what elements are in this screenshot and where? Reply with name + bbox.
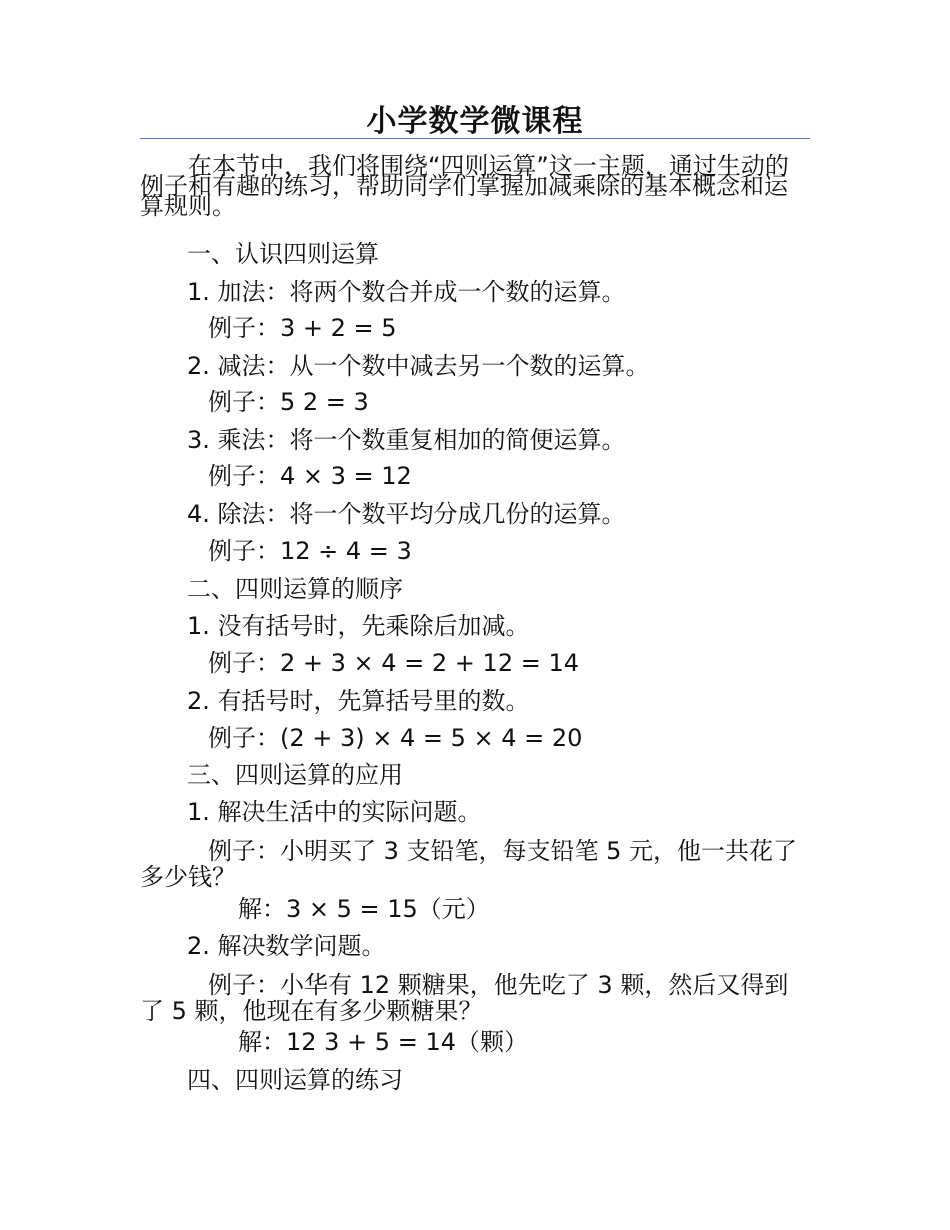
section-heading-1: 一、认识四则运算 (187, 240, 379, 268)
list-item: 1. 没有括号时，先乘除后加减。 (187, 612, 530, 640)
list-item: 2. 解决数学问题。 (187, 932, 386, 960)
title-underline (140, 138, 810, 139)
solution-line: 解：12 3 + 5 = 14（颗） (238, 1028, 528, 1056)
example-line: 例子：4 × 3 = 12 (208, 462, 412, 490)
list-item: 4. 除法：将一个数平均分成几份的运算。 (187, 500, 626, 528)
example-line: 例子：(2 + 3) × 4 = 5 × 4 = 20 (208, 724, 583, 752)
example-line: 例子：3 + 2 = 5 (208, 314, 397, 342)
list-item: 3. 乘法：将一个数重复相加的简便运算。 (187, 426, 626, 454)
section-heading-3: 三、四则运算的应用 (187, 761, 403, 789)
list-item: 2. 有括号时，先算括号里的数。 (187, 687, 530, 715)
page-title: 小学数学微课程 (366, 104, 584, 139)
section-heading-2: 二、四则运算的顺序 (187, 575, 403, 603)
example-line: 例子：5 2 = 3 (208, 388, 369, 416)
example-paragraph: 例子：小华有 12 颗糖果，他先吃了 3 颗，然后又得到了 5 颗，他现在有多少颗糖果？ (140, 971, 789, 1025)
list-item: 1. 加法：将两个数合并成一个数的运算。 (187, 278, 626, 306)
example-line: 例子：12 ÷ 4 = 3 (208, 537, 412, 565)
solution-line: 解：3 × 5 = 15（元） (238, 895, 490, 923)
example-line: 例子：2 + 3 × 4 = 2 + 12 = 14 (208, 649, 579, 677)
intro-paragraph: 在本节中，我们将围绕“四则运算”这一主题，通过生动的例子和有趣的练习，帮助同学们掌握加减乘除的基本概念和运算规则。 (140, 152, 789, 220)
list-item: 1. 解决生活中的实际问题。 (187, 798, 482, 826)
example-paragraph: 例子：小明买了 3 支铅笔，每支铅笔 5 元，他一共花了多少钱？ (140, 837, 798, 891)
section-heading-4: 四、四则运算的练习 (187, 1066, 403, 1094)
list-item: 2. 减法：从一个数中减去另一个数的运算。 (187, 352, 650, 380)
